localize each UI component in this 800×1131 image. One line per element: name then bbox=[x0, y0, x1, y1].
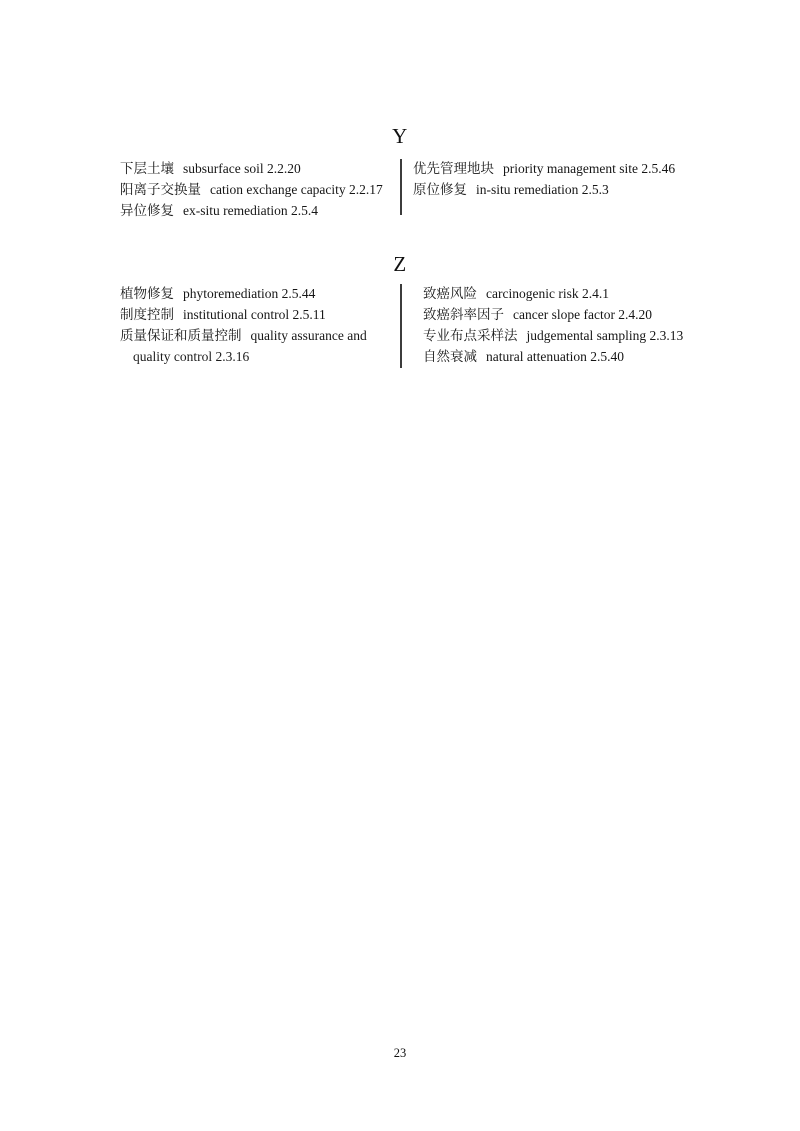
index-entry bbox=[120, 304, 367, 325]
index-entry bbox=[120, 158, 383, 179]
term-zh: 致癌风险 bbox=[423, 286, 477, 301]
index-entry bbox=[423, 283, 683, 304]
term-en: in-situ remediation 2.5.3 bbox=[476, 182, 609, 197]
term-zh: 植物修复 bbox=[120, 286, 174, 301]
term-zh: 原位修复 bbox=[413, 182, 467, 197]
term-en: institutional control 2.5.11 bbox=[183, 307, 326, 322]
term-zh: 优先管理地块 bbox=[413, 161, 494, 176]
term-en: subsurface soil 2.2.20 bbox=[183, 161, 301, 176]
term-zh: 专业布点采样法 bbox=[423, 328, 518, 343]
term-zh: 质量保证和质量控制 bbox=[120, 328, 242, 343]
index-entry bbox=[413, 179, 675, 200]
term-zh: 下层土壤 bbox=[120, 161, 174, 176]
column-divider bbox=[400, 284, 402, 368]
term-en: quality assurance and bbox=[250, 328, 367, 343]
term-zh: 致癌斜率因子 bbox=[423, 307, 504, 322]
index-entry bbox=[423, 325, 683, 346]
term-en: cation exchange capacity 2.2.17 bbox=[210, 182, 383, 197]
index-entry bbox=[423, 346, 683, 367]
term-en-continuation: quality control 2.3.16 bbox=[133, 349, 250, 364]
index-column-z-left bbox=[120, 283, 367, 367]
term-en: carcinogenic risk 2.4.1 bbox=[486, 286, 609, 301]
index-entry bbox=[120, 325, 367, 367]
term-en: natural attenuation 2.5.40 bbox=[486, 349, 624, 364]
term-zh: 异位修复 bbox=[120, 203, 174, 218]
term-en: ex-situ remediation 2.5.4 bbox=[183, 203, 318, 218]
index-entry bbox=[423, 304, 683, 325]
index-column-z-right bbox=[423, 283, 683, 367]
term-zh: 自然衰减 bbox=[423, 349, 477, 364]
term-en: phytoremediation 2.5.44 bbox=[183, 286, 316, 301]
section-heading-y: Y bbox=[392, 124, 408, 148]
page-number: 23 bbox=[393, 1046, 407, 1060]
term-zh: 阳离子交换量 bbox=[120, 182, 201, 197]
index-entry bbox=[120, 283, 367, 304]
index-entry bbox=[120, 179, 383, 200]
index-column-y-left bbox=[120, 158, 383, 221]
term-en: cancer slope factor 2.4.20 bbox=[513, 307, 653, 322]
index-column-y-right bbox=[413, 158, 675, 200]
column-divider bbox=[400, 159, 402, 215]
term-zh: 制度控制 bbox=[120, 307, 174, 322]
index-entry bbox=[120, 200, 383, 221]
section-heading-z: Z bbox=[393, 252, 407, 276]
term-en: judgemental sampling 2.3.13 bbox=[526, 328, 684, 343]
index-entry bbox=[413, 158, 675, 179]
term-en: priority management site 2.5.46 bbox=[503, 161, 676, 176]
